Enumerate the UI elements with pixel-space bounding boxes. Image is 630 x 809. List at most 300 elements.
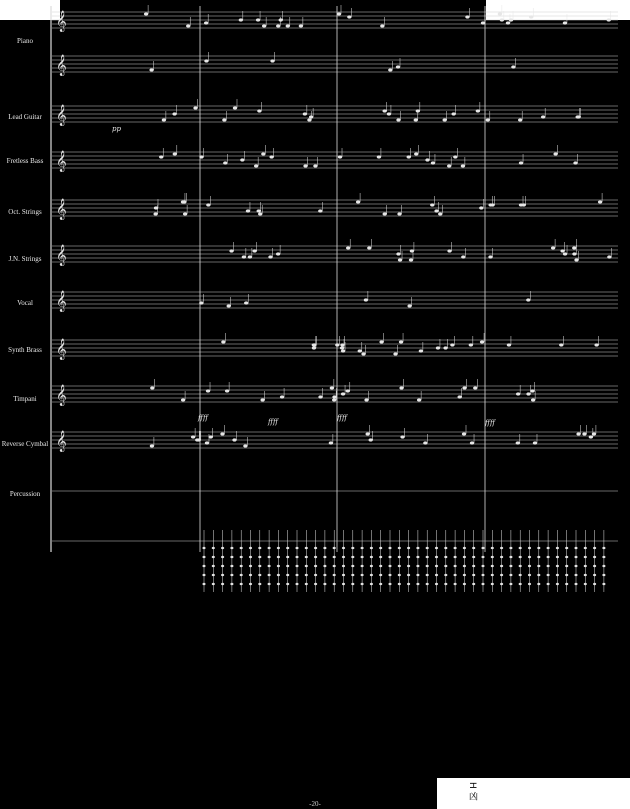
note-head	[309, 116, 313, 119]
note-head	[593, 565, 596, 567]
note-head	[296, 574, 299, 576]
note-head	[435, 556, 438, 558]
note-head	[203, 565, 206, 567]
note-head	[370, 565, 373, 567]
treble-clef-icon: 𝄞	[56, 55, 67, 76]
note-head	[182, 201, 186, 204]
note-head	[489, 204, 493, 207]
note-head	[510, 547, 513, 549]
note-head	[342, 556, 345, 558]
note-head	[361, 547, 364, 549]
note-head	[394, 353, 398, 356]
note-head	[200, 156, 204, 159]
note-head	[240, 583, 243, 585]
note-head	[365, 399, 369, 402]
note-head	[364, 299, 368, 302]
note-head	[258, 583, 261, 585]
note-head	[452, 113, 456, 116]
instrument-label-fretless-bass: Fretless Bass	[6, 157, 44, 165]
note-head	[491, 565, 494, 567]
note-head	[212, 574, 215, 576]
note-head	[268, 574, 271, 576]
note-head	[258, 556, 261, 558]
note-head	[333, 565, 336, 567]
note-head	[183, 213, 187, 216]
note-head	[410, 250, 414, 253]
note-head	[426, 583, 429, 585]
note-head	[572, 253, 576, 256]
note-head	[537, 565, 540, 567]
note-head	[423, 442, 427, 445]
note-head	[221, 556, 224, 558]
note-head	[425, 159, 429, 162]
note-head	[362, 353, 366, 356]
note-head	[233, 439, 237, 442]
note-head	[462, 433, 466, 436]
note-head	[519, 583, 522, 585]
note-head	[584, 574, 587, 576]
note-head	[565, 547, 568, 549]
note-head	[531, 399, 535, 402]
note-head	[500, 565, 503, 567]
note-head	[454, 547, 457, 549]
note-head	[307, 119, 311, 122]
note-head	[277, 547, 280, 549]
note-head	[481, 22, 485, 25]
note-head	[463, 583, 466, 585]
note-head	[576, 116, 580, 119]
note-head	[342, 547, 345, 549]
note-head	[584, 547, 587, 549]
note-head	[431, 162, 435, 165]
note-head	[491, 574, 494, 576]
note-head	[554, 153, 558, 156]
note-head	[400, 387, 404, 390]
note-head	[593, 547, 596, 549]
note-head	[239, 19, 243, 22]
note-head	[461, 256, 465, 259]
note-head	[444, 583, 447, 585]
note-head	[529, 16, 533, 19]
note-head	[448, 250, 452, 253]
note-head	[584, 565, 587, 567]
note-head	[603, 556, 606, 558]
note-head	[541, 116, 545, 119]
note-head	[173, 153, 177, 156]
note-head	[333, 574, 336, 576]
note-head	[181, 399, 185, 402]
note-head	[206, 390, 210, 393]
note-head	[342, 583, 345, 585]
note-head	[593, 556, 596, 558]
note-head	[351, 583, 354, 585]
note-head	[370, 574, 373, 576]
note-head	[222, 119, 226, 122]
note-head	[482, 583, 485, 585]
note-head	[227, 305, 231, 308]
note-head	[319, 396, 323, 399]
page-number: -20-	[309, 800, 321, 808]
note-head	[305, 547, 308, 549]
note-head	[480, 341, 484, 344]
note-head	[506, 22, 510, 25]
note-head	[577, 433, 581, 436]
note-head	[186, 25, 190, 28]
note-head	[312, 344, 316, 347]
note-head	[231, 556, 234, 558]
note-head	[351, 547, 354, 549]
note-head	[335, 344, 339, 347]
treble-clef-icon: 𝄞	[56, 105, 67, 126]
note-head	[537, 547, 540, 549]
note-head	[286, 583, 289, 585]
note-head	[342, 574, 345, 576]
note-head	[575, 583, 578, 585]
note-head	[486, 119, 490, 122]
treble-clef-icon: 𝄞	[56, 385, 67, 406]
note-head	[398, 259, 402, 262]
note-head	[589, 436, 593, 439]
note-head	[407, 565, 410, 567]
note-head	[389, 574, 392, 576]
note-head	[286, 574, 289, 576]
note-head	[528, 565, 531, 567]
note-head	[527, 393, 531, 396]
note-head	[500, 19, 504, 22]
note-head	[450, 344, 454, 347]
note-head	[261, 153, 265, 156]
note-head	[397, 119, 401, 122]
note-head	[419, 350, 423, 353]
note-head	[240, 159, 244, 162]
note-head	[417, 574, 420, 576]
note-head	[258, 547, 261, 549]
note-head	[500, 547, 503, 549]
note-head	[333, 396, 337, 399]
note-head	[510, 583, 513, 585]
note-head	[575, 565, 578, 567]
note-head	[500, 556, 503, 558]
note-head	[565, 565, 568, 567]
note-head	[370, 547, 373, 549]
note-head	[556, 547, 559, 549]
note-head	[305, 574, 308, 576]
note-head	[556, 574, 559, 576]
note-head	[150, 69, 154, 72]
note-head	[575, 574, 578, 576]
note-head	[559, 344, 563, 347]
note-head	[516, 393, 520, 396]
note-head	[398, 583, 401, 585]
note-head	[220, 433, 224, 436]
note-head	[330, 387, 334, 390]
staff	[52, 292, 618, 308]
note-head	[595, 344, 599, 347]
note-head	[582, 433, 586, 436]
note-head	[463, 556, 466, 558]
dynamic-mark: ffff	[198, 414, 208, 422]
note-head	[575, 547, 578, 549]
instrument-label-reverse-cymbal: Reverse Cymbal	[1, 440, 49, 448]
note-head	[519, 204, 523, 207]
note-head	[379, 565, 382, 567]
note-head	[444, 347, 448, 350]
note-head	[333, 556, 336, 558]
note-head	[268, 256, 272, 259]
note-head	[593, 574, 596, 576]
staff	[52, 152, 618, 168]
staff	[52, 56, 618, 72]
note-head	[150, 445, 154, 448]
note-head	[324, 556, 327, 558]
note-head	[258, 574, 261, 576]
note-head	[463, 565, 466, 567]
note-head	[271, 60, 275, 63]
note-head	[258, 213, 262, 216]
note-head	[249, 583, 252, 585]
note-head	[203, 583, 206, 585]
note-head	[537, 556, 540, 558]
treble-clef-icon: 𝄞	[56, 245, 67, 266]
note-head	[280, 396, 284, 399]
note-head	[253, 250, 257, 253]
note-head	[324, 574, 327, 576]
note-head	[351, 565, 354, 567]
note-head	[551, 247, 555, 250]
note-head	[221, 583, 224, 585]
treble-clef-icon: 𝄞	[56, 199, 67, 220]
note-head	[383, 110, 387, 113]
note-head	[314, 574, 317, 576]
note-head	[246, 210, 250, 213]
note-head	[584, 556, 587, 558]
staff	[52, 432, 618, 448]
note-head	[383, 213, 387, 216]
note-head	[342, 565, 345, 567]
note-head	[398, 556, 401, 558]
note-head	[401, 436, 405, 439]
note-head	[500, 583, 503, 585]
note-head	[314, 556, 317, 558]
note-head	[256, 19, 260, 22]
note-head	[268, 583, 271, 585]
note-head	[416, 110, 420, 113]
staff	[52, 246, 618, 262]
note-head	[563, 22, 567, 25]
note-head	[482, 547, 485, 549]
note-head	[268, 565, 271, 567]
note-head	[203, 547, 206, 549]
note-head	[318, 210, 322, 213]
note-head	[407, 574, 410, 576]
note-head	[454, 574, 457, 576]
note-head	[584, 583, 587, 585]
note-head	[510, 565, 513, 567]
note-head	[603, 547, 606, 549]
note-head	[426, 556, 429, 558]
note-head	[533, 442, 537, 445]
note-head	[399, 341, 403, 344]
note-head	[443, 119, 447, 122]
note-head	[337, 13, 341, 16]
instrument-label-synth-brass: Synth Brass	[8, 346, 42, 354]
note-head	[463, 547, 466, 549]
staff	[52, 340, 618, 356]
note-head	[519, 556, 522, 558]
note-head	[197, 439, 201, 442]
note-head	[230, 250, 234, 253]
note-head	[191, 436, 195, 439]
note-head	[341, 393, 345, 396]
note-head	[593, 583, 596, 585]
note-head	[305, 583, 308, 585]
note-head	[598, 201, 602, 204]
note-head	[482, 565, 485, 567]
note-head	[248, 256, 252, 259]
note-head	[361, 583, 364, 585]
note-head	[268, 547, 271, 549]
note-head	[575, 259, 579, 262]
note-head	[231, 565, 234, 567]
note-head	[526, 299, 530, 302]
staff	[52, 200, 618, 216]
note-head	[380, 25, 384, 28]
note-head	[607, 256, 611, 259]
treble-clef-icon: 𝄞	[56, 431, 67, 452]
note-head	[444, 556, 447, 558]
note-head	[257, 110, 261, 113]
note-head	[516, 442, 520, 445]
note-head	[472, 556, 475, 558]
note-head	[305, 556, 308, 558]
note-head	[379, 547, 382, 549]
note-head	[243, 445, 247, 448]
note-head	[277, 583, 280, 585]
note-head	[435, 574, 438, 576]
note-head	[547, 556, 550, 558]
note-head	[270, 156, 274, 159]
note-head	[407, 547, 410, 549]
note-head	[547, 547, 550, 549]
note-head	[389, 583, 392, 585]
note-head	[510, 556, 513, 558]
note-head	[498, 13, 502, 16]
note-head	[240, 547, 243, 549]
note-head	[305, 565, 308, 567]
note-head	[249, 565, 252, 567]
note-head	[491, 547, 494, 549]
note-head	[528, 583, 531, 585]
note-head	[332, 399, 336, 402]
note-head	[279, 19, 283, 22]
note-head	[254, 165, 258, 168]
note-head	[479, 207, 483, 210]
note-head	[465, 16, 469, 19]
note-head	[154, 213, 158, 216]
note-head	[472, 565, 475, 567]
note-head	[417, 565, 420, 567]
note-head	[510, 574, 513, 576]
note-head	[303, 113, 307, 116]
note-head	[396, 66, 400, 69]
note-head	[472, 547, 475, 549]
note-head	[212, 583, 215, 585]
note-head	[509, 19, 513, 22]
note-head	[340, 344, 344, 347]
note-head	[453, 156, 457, 159]
note-head	[537, 574, 540, 576]
note-head	[333, 547, 336, 549]
note-head	[379, 574, 382, 576]
note-head	[324, 583, 327, 585]
instrument-label-oct-strings: Oct. Strings	[8, 208, 42, 216]
note-head	[324, 565, 327, 567]
note-head	[329, 442, 333, 445]
note-head	[547, 565, 550, 567]
note-head	[299, 25, 303, 28]
note-head	[398, 547, 401, 549]
note-head	[565, 583, 568, 585]
note-head	[346, 247, 350, 250]
instrument-label-jn-strings: J.N. Strings	[8, 255, 42, 263]
note-head	[398, 213, 402, 216]
note-head	[592, 433, 596, 436]
note-head	[314, 565, 317, 567]
note-head	[461, 165, 465, 168]
treble-clef-icon: 𝄞	[56, 339, 67, 360]
note-head	[491, 556, 494, 558]
note-head	[435, 210, 439, 213]
note-head	[223, 162, 227, 165]
note-head	[338, 156, 342, 159]
note-head	[435, 565, 438, 567]
note-head	[482, 574, 485, 576]
note-head	[472, 583, 475, 585]
note-head	[435, 547, 438, 549]
note-head	[212, 565, 215, 567]
note-head	[563, 253, 567, 256]
note-head	[173, 113, 177, 116]
note-head	[407, 583, 410, 585]
note-head	[519, 565, 522, 567]
instrument-label-vocal: Vocal	[17, 299, 33, 307]
note-head	[407, 556, 410, 558]
note-head	[472, 574, 475, 576]
note-head	[212, 547, 215, 549]
note-head	[454, 583, 457, 585]
note-head	[528, 547, 531, 549]
note-head	[435, 583, 438, 585]
note-head	[276, 253, 280, 256]
note-head	[367, 247, 371, 250]
note-head	[356, 201, 360, 204]
note-head	[286, 547, 289, 549]
note-head	[361, 565, 364, 567]
note-head	[205, 442, 209, 445]
note-head	[469, 344, 473, 347]
note-head	[565, 574, 568, 576]
note-head	[296, 547, 299, 549]
note-head	[528, 574, 531, 576]
note-head	[358, 350, 362, 353]
note-head	[491, 583, 494, 585]
note-head	[244, 302, 248, 305]
note-head	[154, 207, 158, 210]
note-head	[463, 574, 466, 576]
note-head	[203, 556, 206, 558]
note-head	[426, 574, 429, 576]
dynamic-mark: ffff	[268, 418, 278, 426]
